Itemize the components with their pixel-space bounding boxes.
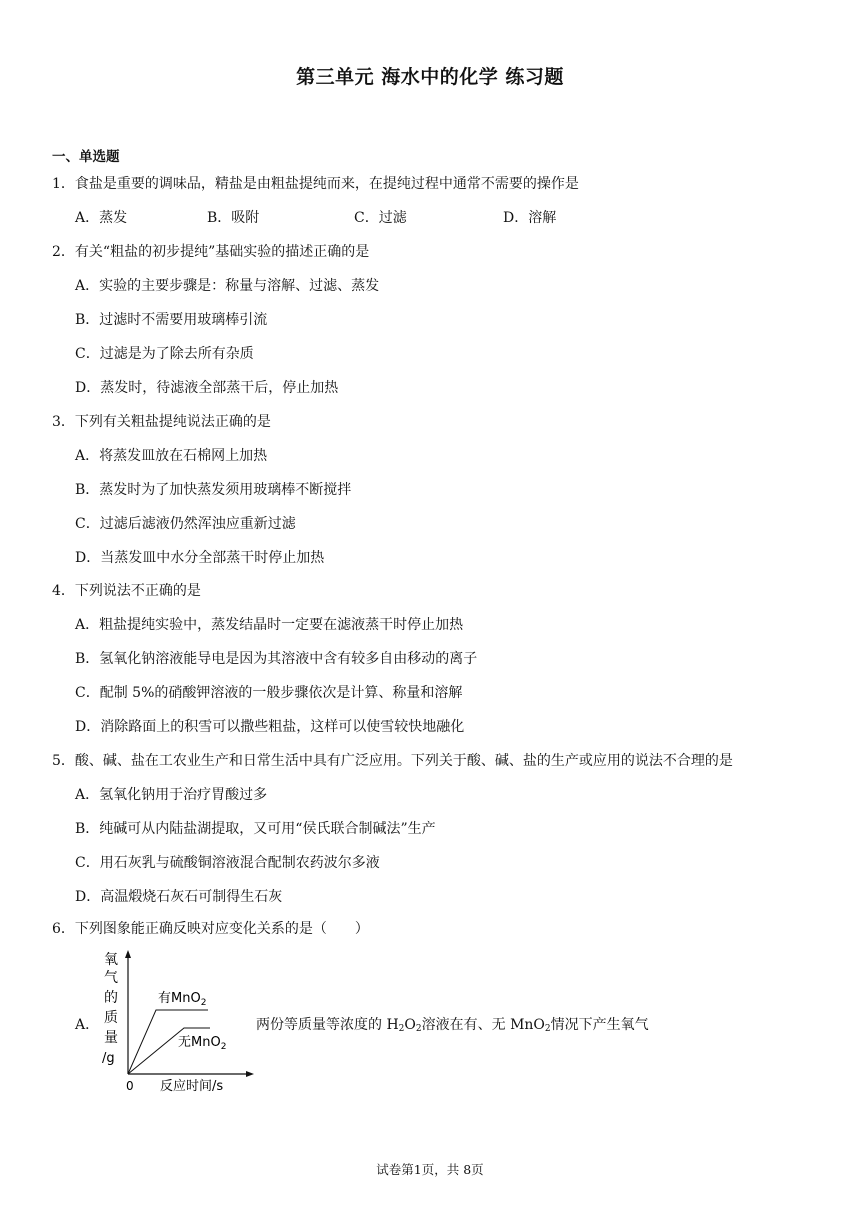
x-axis-label: 反应时间/s <box>160 1079 224 1094</box>
question-6-stem: 6．下列图象能正确反映对应变化关系的是（ ） <box>52 921 369 937</box>
y-label-char: 的 <box>104 990 118 1006</box>
option-a: A．氢氧化钠用于治疗胃酸过多 <box>75 787 268 803</box>
option-c: C．过滤是为了除去所有杂质 <box>75 346 254 362</box>
option-c: C．配制 5%的硝酸钾溶液的一般步骤依次是计算、称量和溶解 <box>75 685 463 701</box>
option-b: B．蒸发时为了加快蒸发须用玻璃棒不断搅拌 <box>75 482 352 498</box>
page-title: 第三单元 海水中的化学 练习题 <box>296 66 564 88</box>
oxygen-mass-graph <box>96 948 256 1096</box>
y-label-char: /g <box>102 1051 115 1066</box>
option-d: D．消除路面上的积雪可以撒些粗盐，这样可以使雪较快地融化 <box>75 719 465 735</box>
y-label-char: 气 <box>104 970 118 986</box>
option-d: D．蒸发时，待滤液全部蒸干后，停止加热 <box>75 380 339 396</box>
option-d: D．溶解 <box>503 210 557 226</box>
option-c: C．过滤 <box>354 210 407 226</box>
option-c: C．用石灰乳与硫酸铜溶液混合配制农药波尔多液 <box>75 855 380 871</box>
curve-with-mno2-label: 有MnO$_2$ <box>158 991 207 1008</box>
y-label-char: 氧 <box>104 952 118 968</box>
option-a: A．将蒸发皿放在石棉网上加热 <box>75 448 268 464</box>
page-footer: 试卷第1页，共 8页 <box>376 1162 484 1177</box>
option-a: A．粗盐提纯实验中，蒸发结晶时一定要在滤液蒸干时停止加热 <box>75 617 464 633</box>
y-label-char: 量 <box>104 1030 118 1046</box>
section-heading: 一、单选题 <box>52 149 120 165</box>
question-2-stem: 2．有关“粗盐的初步提纯”基础实验的描述正确的是 <box>52 244 370 260</box>
option-a-description: 两份等质量等浓度的 $H_2O_2$溶液在有、无 MnO$_2$情况下产生氧气 <box>256 1017 649 1034</box>
option-b: B．氢氧化钠溶液能导电是因为其溶液中含有较多自由移动的离子 <box>75 651 478 667</box>
origin-label: 0 <box>126 1079 134 1093</box>
question-5-stem: 5．酸、碱、盐在工农业生产和日常生活中具有广泛应用。下列关于酸、碱、盐的生产或应用的说法不合理的是 <box>52 753 733 769</box>
question-1-options <box>75 207 556 227</box>
y-axis-arrow <box>125 950 131 958</box>
option-b: B．过滤时不需要用玻璃棒引流 <box>75 312 268 328</box>
option-a: A． <box>75 1017 100 1033</box>
curve-without-mno2-label: 无MnO$_2$ <box>178 1035 227 1052</box>
question-3-stem: 3．下列有关粗盐提纯说法正确的是 <box>52 414 271 430</box>
option-c: C．过滤后滤液仍然浑浊应重新过滤 <box>75 516 296 532</box>
question-4-stem: 4．下列说法不正确的是 <box>52 583 201 599</box>
x-axis-arrow <box>246 1071 254 1077</box>
option-d: D．当蒸发皿中水分全部蒸干时停止加热 <box>75 550 325 566</box>
option-a: A．实验的主要步骤是：称量与溶解、过滤、蒸发 <box>75 278 380 294</box>
y-label-char: 质 <box>104 1010 118 1026</box>
option-b: B．吸附 <box>207 210 260 226</box>
option-b: B．纯碱可从内陆盐湖提取，又可用“侯氏联合制碱法”生产 <box>75 821 436 837</box>
option-a: A．蒸发 <box>75 210 128 226</box>
option-d: D．高温煅烧石灰石可制得生石灰 <box>75 889 283 905</box>
question-1-stem: 1．食盐是重要的调味品，精盐是由粗盐提纯而来，在提纯过程中通常不需要的操作是 <box>52 176 579 192</box>
